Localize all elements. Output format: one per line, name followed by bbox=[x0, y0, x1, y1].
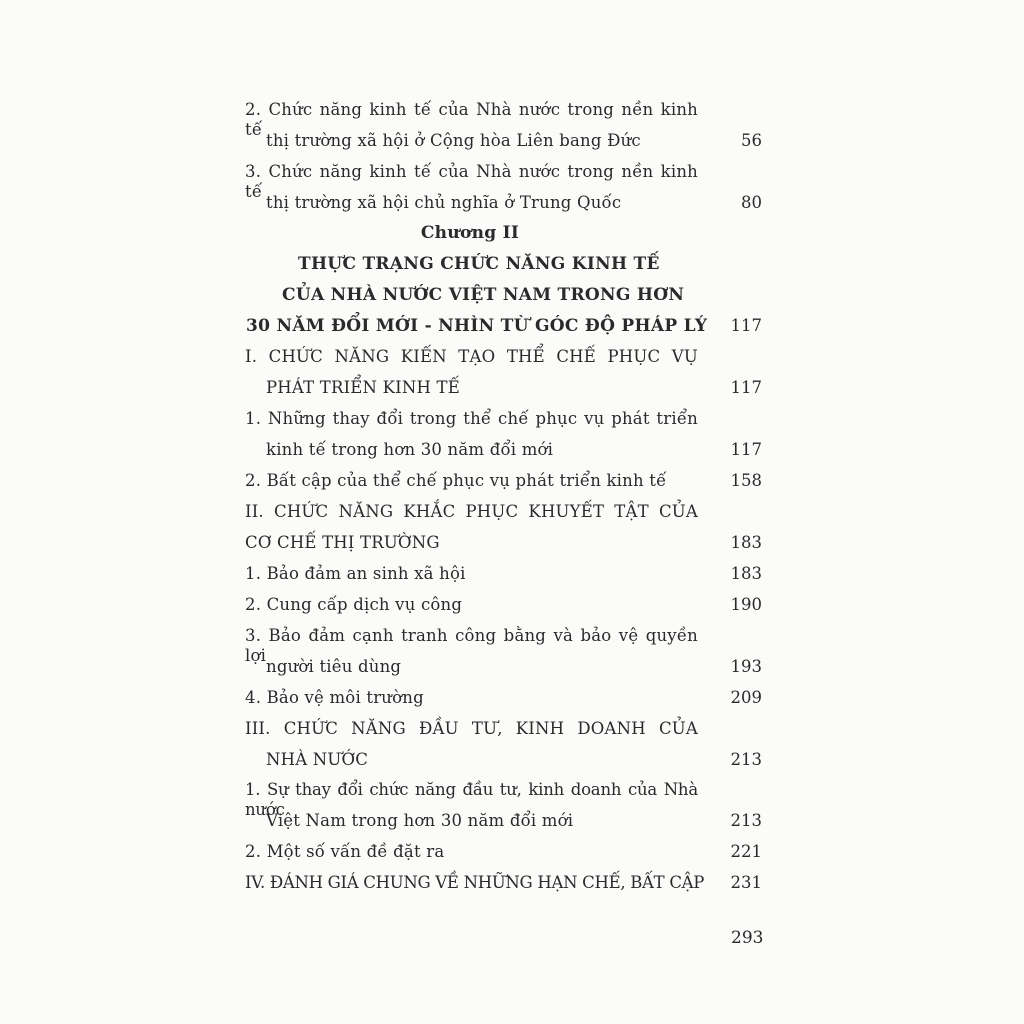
toc-entry-text: người tiêu dùng bbox=[266, 657, 402, 676]
toc-entry-text: 1. Bảo đảm an sinh xã hội bbox=[245, 564, 466, 583]
toc-section-heading: I. CHỨC NĂNG KIẾN TẠO THỂ CHẾ PHỤC VỤ bbox=[245, 347, 698, 366]
toc-section-heading: CƠ CHẾ THỊ TRƯỜNG bbox=[245, 533, 440, 552]
toc-page-number: 117 bbox=[730, 440, 762, 459]
toc-page-number: 213 bbox=[730, 811, 762, 830]
toc-section-heading: IV. ĐÁNH GIÁ CHUNG VỀ NHỮNG HẠN CHẾ, BẤT CẬP bbox=[245, 873, 705, 892]
toc-page-number: 193 bbox=[730, 657, 762, 676]
toc-page-number: 117 bbox=[730, 316, 762, 335]
toc-page-number: 190 bbox=[730, 595, 762, 614]
toc-entry-text: thị trường xã hội chủ nghĩa ở Trung Quốc bbox=[266, 193, 622, 212]
toc-entry-text: 4. Bảo vệ môi trường bbox=[245, 688, 424, 707]
toc-entry-text: 3. Bảo đảm cạnh tranh công bằng và bảo vệ quyền lợi bbox=[245, 626, 698, 665]
toc-page-number: 213 bbox=[730, 750, 762, 769]
toc-entry-text: 2. Cung cấp dịch vụ công bbox=[245, 595, 463, 614]
toc-entry-text: kinh tế trong hơn 30 năm đổi mới bbox=[266, 440, 554, 459]
toc-page-number: 221 bbox=[730, 842, 762, 861]
toc-page-number: 183 bbox=[730, 564, 762, 583]
toc-section-heading: III. CHỨC NĂNG ĐẦU TƯ, KINH DOANH CỦA bbox=[245, 719, 698, 738]
toc-entry-text: 1. Những thay đổi trong thể chế phục vụ phát triển bbox=[245, 409, 698, 428]
chapter-title: THỰC TRẠNG CHỨC NĂNG KINH TẾ bbox=[298, 254, 660, 274]
toc-entry-text: Việt Nam trong hơn 30 năm đổi mới bbox=[266, 811, 574, 830]
toc-section-heading: II. CHỨC NĂNG KHẮC PHỤC KHUYẾT TẬT CỦA bbox=[245, 502, 698, 521]
toc-page-number: 80 bbox=[741, 193, 762, 212]
toc-page-number: 231 bbox=[730, 873, 762, 892]
toc-page-number: 209 bbox=[730, 688, 762, 707]
chapter-title: 30 NĂM ĐỔI MỚI - NHÌN TỪ GÓC ĐỘ PHÁP LÝ bbox=[246, 316, 708, 336]
toc-entry-text: 3. Chức năng kinh tế của Nhà nước trong nền kinh tế bbox=[245, 162, 698, 201]
toc-page-number: 117 bbox=[730, 378, 762, 397]
page-number: 293 bbox=[731, 928, 764, 948]
toc-entry-text: 2. Một số vấn đề đặt ra bbox=[245, 842, 445, 861]
toc-entry-text: 2. Bất cập của thể chế phục vụ phát triển kinh tế bbox=[245, 471, 667, 490]
chapter-title: CỦA NHÀ NƯỚC VIỆT NAM TRONG HƠN bbox=[282, 285, 685, 305]
toc-entry-text: thị trường xã hội ở Cộng hòa Liên bang Đức bbox=[266, 131, 641, 150]
toc-section-heading: NHÀ NƯỚC bbox=[266, 750, 369, 769]
toc-section-heading: PHÁT TRIỂN KINH TẾ bbox=[266, 378, 460, 397]
toc-entry-text: 2. Chức năng kinh tế của Nhà nước trong nền kinh tế bbox=[245, 100, 698, 139]
toc-page-number: 183 bbox=[730, 533, 762, 552]
toc-page-number: 56 bbox=[741, 131, 762, 150]
toc-page-number: 158 bbox=[730, 471, 762, 490]
chapter-label: Chương II bbox=[420, 223, 520, 243]
toc-entry-text: 1. Sự thay đổi chức năng đầu tư, kinh doanh của Nhà nước bbox=[245, 780, 698, 819]
